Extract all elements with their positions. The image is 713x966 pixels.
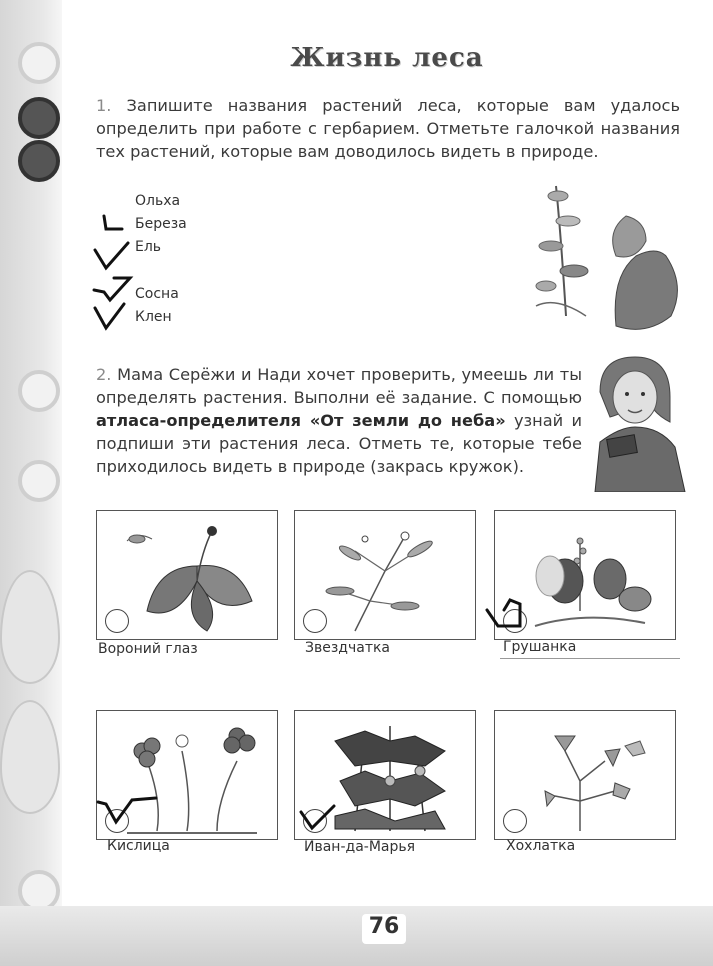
decor-circle (18, 140, 60, 182)
page-title: Жизнь леса (290, 43, 484, 73)
plant-card-khokhlatka (494, 710, 676, 840)
task-2-body-end: узнай и подпиши эти растения леса. Отметь те, которые тебе приходилось видеть в природе (закрась кружок). (96, 411, 582, 476)
page-number: 76 (362, 914, 406, 944)
plant-list-item: Береза (135, 216, 187, 232)
leaf-decor (0, 570, 60, 684)
checkmark-icon (298, 800, 338, 832)
decor-circle (18, 460, 60, 502)
checkmark-icon (92, 240, 132, 272)
decor-circle (18, 97, 60, 139)
checkmark-icon (92, 302, 128, 332)
seen-in-nature-checkbox[interactable] (105, 609, 129, 633)
plant-list-item: Ель (135, 239, 162, 255)
task-2-atlas-name: атласа-определителя «От земли до неба» (96, 411, 506, 430)
herbarium-illustration (516, 176, 686, 341)
checkmark-icon (96, 790, 160, 830)
leaf-decor (0, 700, 60, 814)
plant-label: Кислица (107, 838, 170, 854)
plant-label: Грушанка (503, 639, 577, 655)
seen-in-nature-checkbox[interactable] (503, 809, 527, 833)
plant-label: Хохлатка (506, 838, 576, 854)
label-answer-line (500, 658, 680, 659)
task-2-text (96, 363, 582, 478)
checkmark-icon (484, 592, 528, 632)
task-2-number: 2. (96, 365, 112, 384)
checkmark-icon (92, 274, 134, 304)
plant-list-item: Ольха (135, 193, 181, 209)
task-2-body-start: Мама Серёжи и Нади хочет проверить, умеешь ли ты определять растения. Выполни её задание. С помощью (96, 365, 582, 407)
task-1-text (96, 94, 680, 163)
decor-circle (18, 42, 60, 84)
decor-circle (18, 370, 60, 412)
bottom-decor-band (0, 906, 713, 966)
checkmark-icon (100, 212, 130, 234)
plant-list-item: Сосна (135, 286, 179, 302)
plant-label: Вороний глаз (98, 641, 198, 657)
task-1-body: Запишите названия растений леса, которые вам удалось определить при работе с гербарием. Отметьте галочкой названия тех растений, которые вам доводилось видеть в природе. (96, 96, 680, 161)
plant-label: Иван-да-Марья (304, 839, 416, 855)
plant-card-voroniy-glaz (96, 510, 278, 640)
left-decor-strip (0, 0, 62, 966)
mother-illustration (590, 352, 690, 492)
task-1-number: 1. (96, 96, 112, 115)
plant-label: Звездчатка (305, 640, 391, 656)
plant-list-item: Клен (135, 309, 172, 325)
plant-card-zvezdchatka (294, 510, 476, 640)
seen-in-nature-checkbox[interactable] (303, 609, 327, 633)
